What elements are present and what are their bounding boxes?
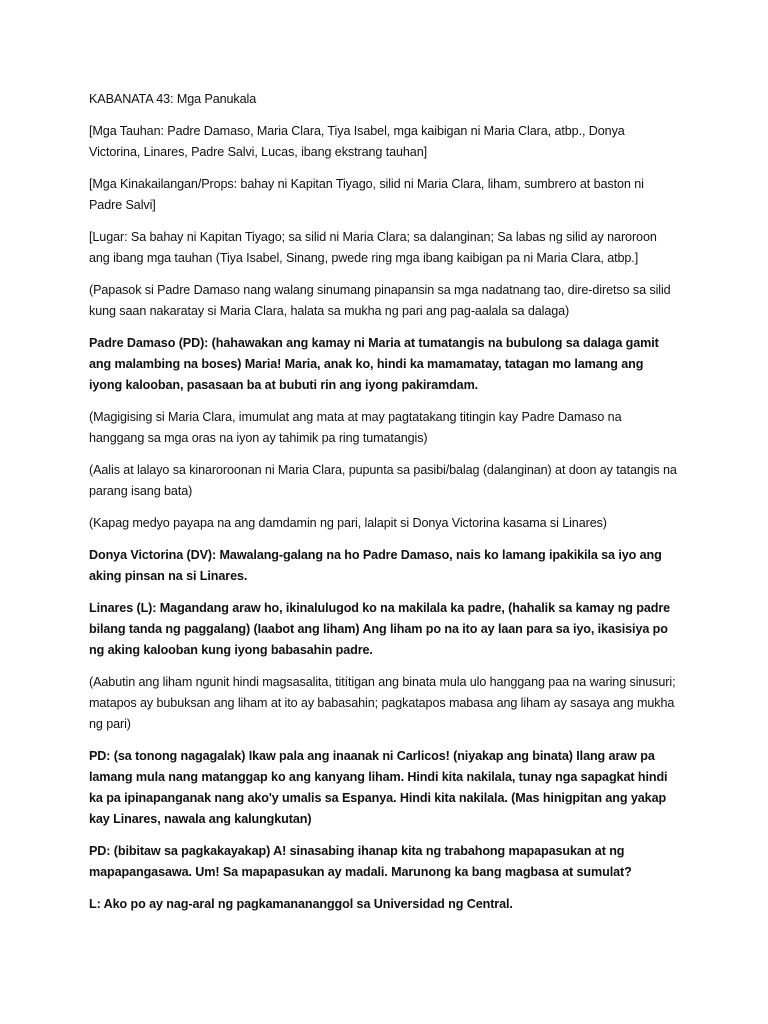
dialogue-line: Padre Damaso (PD): (hahawakan ang kamay ni Maria at tumatangis na bubulong sa dalaga gamit ang malambing na boses) Maria! Maria, anak ko, hindi ka mamamatay, tatagan mo lamang ang iyong kalooban, pasasaan ba at bubuti rin ang iyong pakiramdam.: [89, 336, 659, 392]
chapter-title: KABANATA 43: Mga Panukala: [89, 92, 257, 106]
dialogue-line: L: Ako po ay nag-aral ng pagkamanananggol sa Universidad ng Central.: [89, 897, 513, 911]
document-page: [89, 89, 679, 926]
stage-direction: (Magigising si Maria Clara, imumulat ang mata at may pagtatakang titingin kay Padre Damaso na hanggang sa mga oras na iyon ay tahimik pa ring tumatangis): [89, 410, 622, 445]
setting-note: [Lugar: Sa bahay ni Kapitan Tiyago; sa silid ni Maria Clara; sa dalanginan; Sa labas ng silid ay naroroon ang ibang mga tauhan (Tiya Isabel, Sinang, pwede ring mga ibang kaibigan pa ni Maria Clara, atbp.]: [89, 230, 657, 265]
stage-direction: (Aabutin ang liham ngunit hindi magsasalita, titítigan ang binata mula ulo hanggang paa na waring sinusuri; matapos ay bubuksan ang liham at ito ay babasahin; pagkatapos mabasa ang liham ay sasaya ang mukha ng pari): [89, 675, 676, 731]
props-note: [Mga Kinakailangan/Props: bahay ni Kapitan Tiyago, silid ni Maria Clara, liham, sumbrero at baston ni Padre Salvi]: [89, 177, 644, 212]
stage-direction: (Kapag medyo payapa na ang damdamin ng pari, lalapit si Donya Victorina kasama si Linares): [89, 516, 607, 530]
stage-direction: (Papasok si Padre Damaso nang walang sinumang pinapansin sa mga nadatnang tao, dire-diretso sa silid kung saan nakaratay si Maria Clara, halata sa mukha ng pari ang pag-aalala sa dalaga): [89, 283, 671, 318]
dialogue-line: PD: (bibitaw sa pagkakayakap) A! sinasabing ihanap kita ng trabahong mapapasukan at ng mapapangasawa. Um! Sa mapapasukan ay madali. Marunong ka bang magbasa at sumulat?: [89, 844, 632, 879]
characters-note: [Mga Tauhan: Padre Damaso, Maria Clara, Tiya Isabel, mga kaibigan ni Maria Clara, atbp., Donya Victorina, Linares, Padre Salvi, Lucas, ibang ekstrang tauhan]: [89, 124, 625, 159]
dialogue-line: Linares (L): Magandang araw ho, ikinalulugod ko na makilala ka padre, (hahalik sa kamay ng padre bilang tanda ng paggalang) (Iaabot ang liham) Ang liham po na ito ay laan para sa iyo, ikasisiya po ng aking kalooban kung iyong babasahin padre.: [89, 601, 671, 657]
dialogue-line: Donya Victorina (DV): Mawalang-galang na ho Padre Damaso, nais ko lamang ipakikila sa iyo ang aking pinsan na si Linares.: [89, 548, 662, 583]
dialogue-line: PD: (sa tonong nagagalak) Ikaw pala ang inaanak ni Carlicos! (niyakap ang binata) Ilang araw pa lamang mula nang matanggap ko ang kanyang liham. Hindi kita nakilala, tunay nga sapagkat hindi ka pa ipinapanganak nang ako'y umalis sa Espanya. Hindi kita nakilala. (Mas hinigpitan ang yakap kay Linares, nawala ang kalungkutan): [89, 749, 668, 826]
stage-direction: (Aalis at lalayo sa kinaroroonan ni Maria Clara, pupunta sa pasibi/balag (dalanginan) at doon ay tatangis na parang isang bata): [89, 463, 677, 498]
